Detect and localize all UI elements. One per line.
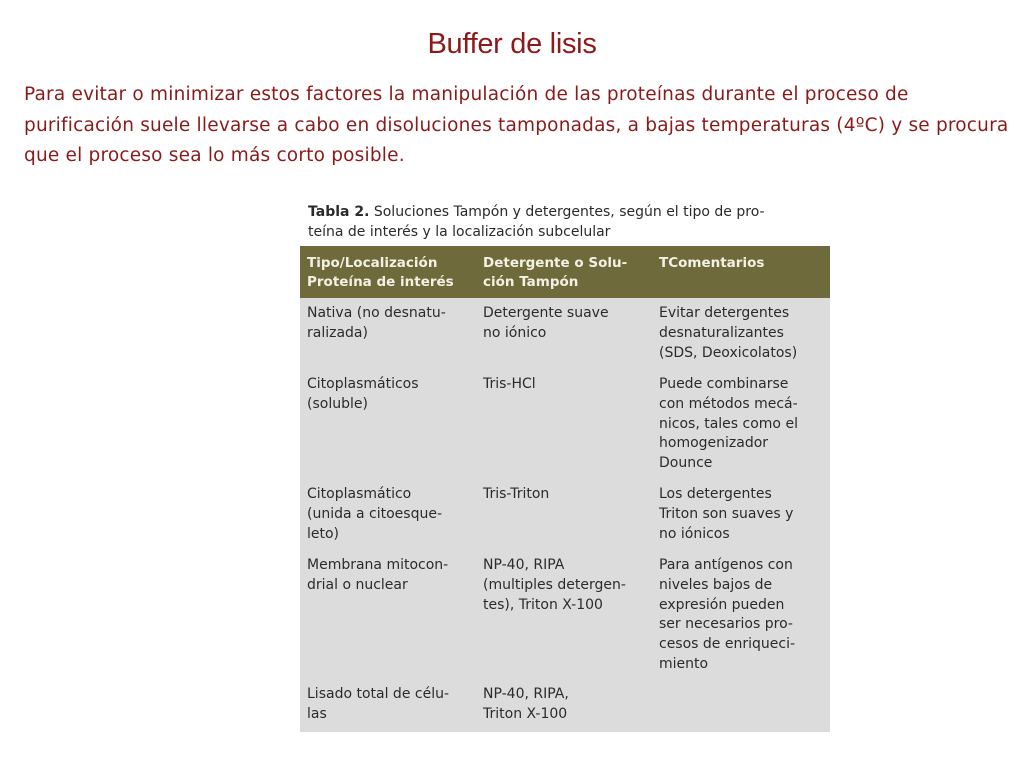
table-cell: Nativa (no desnatu- ralizada) <box>307 305 446 341</box>
table-figure <box>300 200 830 732</box>
table-cell: Detergente suave no iónico <box>483 305 609 341</box>
table-caption <box>308 202 826 242</box>
table-cell: Para antígenos con niveles bajos de expresión pueden ser necesarios pro- cesos de enriqueci- miento <box>659 557 796 672</box>
table-cell: Citoplasmático (unida a citoesque- leto) <box>307 486 443 542</box>
table-cell: Citoplasmáticos (soluble) <box>307 376 419 412</box>
table-header <box>300 246 830 298</box>
header-type-location: Tipo/Localización Proteína de interés <box>307 255 454 290</box>
header-detergent-buffer: Detergente o Solu- ción Tampón <box>483 255 628 290</box>
table-cell: NP-40, RIPA (multiples detergen- tes), Triton X-100 <box>483 557 626 613</box>
table-cell: NP-40, RIPA, Triton X-100 <box>483 686 569 722</box>
table-cell: Tris-HCl <box>483 376 536 392</box>
caption-label: Tabla 2. <box>308 204 370 220</box>
table-cell: Membrana mitocon- drial o nuclear <box>307 557 449 593</box>
slide-title: Buffer de lisis <box>427 28 597 60</box>
lysis-buffer-table <box>300 246 830 732</box>
table-cell: Los detergentes Triton son suaves y no iónicos <box>659 486 794 542</box>
table-cell: Puede combinarse con métodos mecá- nicos, tales como el homogenizador Dounce <box>659 376 798 472</box>
intro-paragraph: Para evitar o minimizar estos factores la manipulación de las proteínas durante el proceso de purificación suele llevarse a cabo en disoluciones tamponadas, a bajas temperaturas (4ºC) y se procura que el proceso sea lo más corto posible. <box>24 84 1009 166</box>
header-comments: TComentarios <box>659 255 765 271</box>
table-cell: Evitar detergentes desnaturalizantes (SDS, Deoxicolatos) <box>659 305 798 361</box>
table-cell: Tris-Triton <box>483 486 550 502</box>
caption-text: Soluciones Tampón y detergentes, según el tipo de pro- teína de interés y la localización subcelular <box>308 204 765 240</box>
table-cell: Lisado total de célu- las <box>307 686 450 722</box>
